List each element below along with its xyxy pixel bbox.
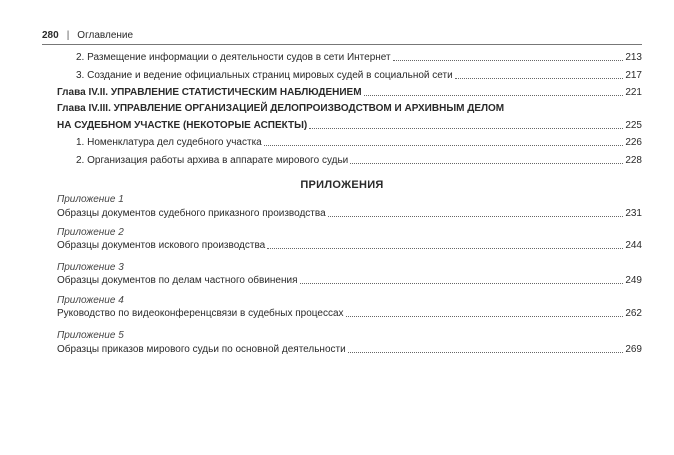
toc-page-number: 213 — [625, 52, 642, 63]
toc-entry-social-network[interactable] — [76, 70, 642, 82]
appendix-label: Приложение 5 — [57, 330, 124, 341]
toc-page-number: 221 — [625, 87, 642, 98]
chapter-title: Глава IV.II. УПРАВЛЕНИЕ СТАТИСТИЧЕСКИМ НАБЛЮДЕНИЕМ — [57, 87, 362, 98]
toc-page-number: 225 — [625, 120, 642, 131]
appendix-label: Приложение 3 — [57, 262, 124, 273]
toc-leader — [264, 145, 624, 146]
toc-page-number: 217 — [625, 70, 642, 81]
header-title: Оглавление — [77, 29, 134, 41]
toc-entry-label: 3. Создание и ведение официальных страниц мировых судей в социальной сети — [76, 70, 453, 81]
toc-leader — [393, 60, 624, 61]
toc-leader — [350, 163, 623, 164]
header-divider — [42, 44, 642, 45]
toc-leader — [455, 78, 624, 79]
appendix-text: Руководство по видеоконференцсвязи в судебных процессах — [57, 308, 344, 319]
toc-leader — [328, 216, 624, 217]
chapter-title-line2: НА СУДЕБНОМ УЧАСТКЕ (НЕКОТОРЫЕ АСПЕКТЫ) — [57, 120, 308, 131]
toc-leader — [300, 283, 624, 284]
toc-appendix-4[interactable] — [57, 308, 642, 320]
appendix-text: Образцы документов по делам частного обвинения — [57, 275, 298, 286]
toc-page-number: 228 — [625, 155, 642, 166]
toc-entry-internet[interactable] — [76, 52, 642, 64]
toc-leader — [267, 248, 623, 249]
appendix-label: Приложение 2 — [57, 227, 124, 238]
appendix-text: Образцы документов искового производства — [57, 240, 266, 251]
appendices-title: ПРИЛОЖЕНИЯ — [300, 179, 384, 191]
chapter-iv3-title-line1: Глава IV.III. УПРАВЛЕНИЕ ОРГАНИЗАЦИЕЙ ДЕЛОПРОИЗВОДСТВОМ И АРХИВНЫМ ДЕЛОМ — [57, 103, 505, 114]
toc-leader — [364, 95, 624, 96]
toc-chapter-iv2[interactable] — [57, 87, 642, 99]
toc-page-number: 269 — [625, 344, 642, 355]
page-number: 280 — [42, 29, 59, 41]
page-header — [42, 28, 642, 42]
toc-leader — [309, 128, 623, 129]
toc-page-number: 244 — [625, 240, 642, 251]
toc-page-number: 262 — [625, 308, 642, 319]
toc-appendix-2[interactable] — [57, 240, 642, 252]
toc-entry-label: 1. Номенклатура дел судебного участка — [76, 137, 262, 148]
appendix-text: Образцы приказов мирового судьи по основной деятельности — [57, 344, 346, 355]
toc-entry-label: 2. Размещение информации о деятельности судов в сети Интернет — [76, 52, 391, 63]
toc-entry-archive[interactable] — [76, 155, 642, 167]
appendix-label: Приложение 4 — [57, 295, 124, 306]
appendix-label: Приложение 1 — [57, 194, 124, 205]
toc-appendix-5[interactable] — [57, 344, 642, 356]
header-separator: | — [66, 29, 70, 41]
appendix-text: Образцы документов судебного приказного производства — [57, 208, 326, 219]
toc-entry-label: 2. Организация работы архива в аппарате мирового судьи — [76, 155, 349, 166]
toc-leader — [346, 316, 624, 317]
toc-leader — [348, 352, 624, 353]
toc-page-number: 231 — [625, 208, 642, 219]
toc-appendix-3[interactable] — [57, 275, 642, 287]
toc-page-number: 226 — [625, 137, 642, 148]
toc-chapter-iv3[interactable] — [57, 120, 642, 132]
toc-entry-nomenclature[interactable] — [76, 137, 642, 149]
toc-page-number: 249 — [625, 275, 642, 286]
toc-appendix-1[interactable] — [57, 208, 642, 220]
